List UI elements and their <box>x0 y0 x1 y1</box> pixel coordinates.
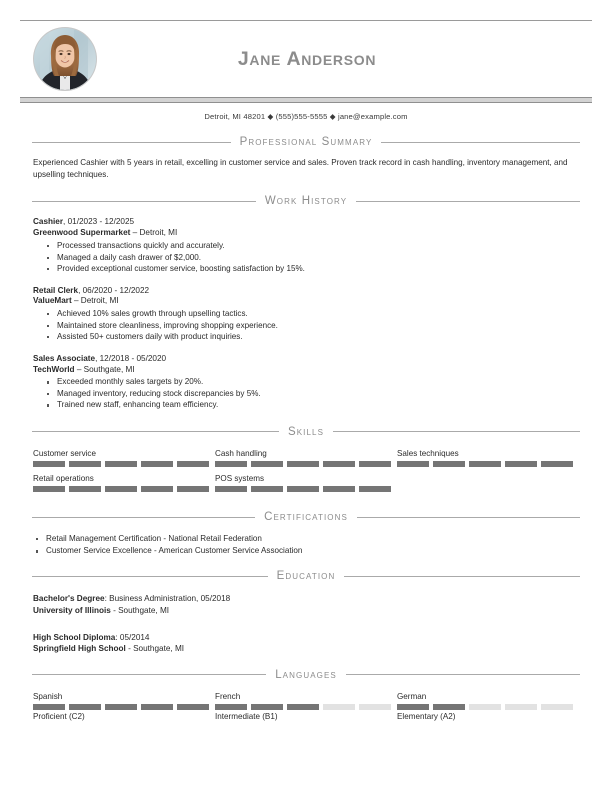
contact-line: Detroit, MI 48201 ◆ (555)555-5555 ◆ jane@example.com <box>204 112 408 121</box>
section-heading-summary <box>32 134 580 150</box>
job-company-line <box>33 228 579 239</box>
education-list <box>33 593 579 653</box>
job-location: – Detroit, MI <box>71 296 119 306</box>
language-item-proficiency: Intermediate (B1) <box>215 712 278 722</box>
level-segment <box>397 461 429 467</box>
education-entry <box>33 632 579 654</box>
heading-rule-left <box>32 674 266 675</box>
languages-grid <box>33 692 579 722</box>
job-location: – Detroit, MI <box>130 228 178 238</box>
education-location: - Southgate, MI <box>125 643 185 653</box>
job-dates: , 06/2020 - 12/2022 <box>78 285 150 295</box>
level-segment <box>323 486 355 492</box>
level-segment <box>433 461 465 467</box>
skill-item-level-bar <box>215 486 397 492</box>
language-item-level-bar <box>215 704 397 710</box>
section-title: Skills <box>287 425 325 438</box>
certification-item: Retail Management Certification - National Retail Federation <box>46 533 592 545</box>
level-segment <box>105 704 137 710</box>
level-segment <box>469 704 501 710</box>
job-bullet: Managed a daily cash drawer of $2,000. <box>57 252 579 263</box>
job-bullet-list <box>33 240 579 274</box>
section-title: Education <box>276 570 336 583</box>
education-school: University of Illinois <box>33 605 111 615</box>
language-item-level-bar <box>33 704 215 710</box>
certifications-list <box>20 533 592 557</box>
level-segment <box>505 461 537 467</box>
job-title: Cashier <box>33 217 64 227</box>
education-degree-line <box>33 632 579 643</box>
heading-rule-right <box>356 201 580 202</box>
education-degree: Bachelor's Degree <box>33 594 105 604</box>
heading-rule-left <box>32 142 231 143</box>
job-bullet: Provided exceptional customer service, boosting satisfaction by 15%. <box>57 263 579 274</box>
name-block <box>96 48 578 71</box>
education-entry <box>33 593 579 615</box>
section-title: Professional Summary <box>239 136 373 148</box>
job-title: Sales Associate <box>33 353 96 363</box>
job-company-line <box>33 365 579 376</box>
level-segment <box>69 461 101 467</box>
skill-item-level-bar <box>215 461 397 467</box>
headshot-photo <box>34 28 96 90</box>
job-bullet: Exceeded monthly sales targets by 20%. <box>57 376 579 387</box>
job-bullet-list <box>33 376 579 410</box>
job-bullet: Achieved 10% sales growth through upselling tactics. <box>57 308 579 319</box>
level-segment <box>323 704 355 710</box>
section-heading-skills <box>32 424 580 440</box>
skill-item-level-bar <box>397 461 579 467</box>
job-title: Retail Clerk <box>33 285 79 295</box>
work-history-list <box>20 217 592 410</box>
skill-item <box>397 449 579 467</box>
job-bullet: Managed inventory, reducing stock discrepancies by 5%. <box>57 388 579 399</box>
job-dates: , 12/2018 - 05/2020 <box>95 353 167 363</box>
skill-item-level-bar <box>33 486 215 492</box>
section-title: Languages <box>275 668 337 681</box>
section-title: Certifications <box>264 511 348 524</box>
education-field: : 05/2014 <box>115 632 150 642</box>
job-bullet: Maintained store cleanliness, improving shopping experience. <box>57 320 579 331</box>
section-heading-languages <box>32 667 580 683</box>
skill-item-label: Cash handling <box>215 448 267 458</box>
education-school-line <box>33 605 579 616</box>
job-company-line <box>33 296 579 307</box>
level-segment <box>141 704 173 710</box>
candidate-name: Jane Anderson <box>237 47 377 70</box>
level-segment <box>215 704 247 710</box>
job-bullet: Trained new staff, enhancing team efficiency. <box>57 399 579 410</box>
level-segment <box>359 704 391 710</box>
work-history-entry <box>33 286 579 343</box>
skill-item <box>33 474 215 492</box>
education-school-line <box>33 643 579 654</box>
level-segment <box>359 461 391 467</box>
certification-item: Customer Service Excellence - American Customer Service Association <box>46 545 592 557</box>
level-segment <box>141 461 173 467</box>
section-heading-work-history <box>32 193 580 209</box>
skill-item-label: Customer service <box>33 448 96 458</box>
resume-header <box>20 21 592 97</box>
language-item <box>33 692 215 722</box>
skill-item <box>215 449 397 467</box>
skill-item <box>33 449 215 467</box>
level-segment <box>215 461 247 467</box>
heading-rule-left <box>32 576 268 577</box>
level-segment <box>33 704 65 710</box>
section-title: Work History <box>264 195 348 208</box>
job-bullet-list <box>33 308 579 342</box>
heading-rule-right <box>346 674 580 675</box>
education-field: : Business Administration, 05/2018 <box>104 594 231 604</box>
level-segment <box>177 461 209 467</box>
level-segment <box>251 461 283 467</box>
heading-rule-right <box>357 517 580 518</box>
work-history-entry <box>33 354 579 411</box>
skill-item <box>215 474 397 492</box>
level-segment <box>141 486 173 492</box>
language-item-label: German <box>397 691 427 701</box>
language-item-level-bar <box>397 704 579 710</box>
education-degree-line <box>33 593 579 604</box>
skill-item-label: Retail operations <box>33 474 94 483</box>
section-heading-education <box>32 568 580 584</box>
level-segment <box>177 486 209 492</box>
heading-rule-left <box>32 201 256 202</box>
language-item-label: Spanish <box>33 691 63 701</box>
job-company: Greenwood Supermarket <box>33 228 131 238</box>
level-segment <box>541 704 573 710</box>
skill-item-level-bar <box>33 461 215 467</box>
job-dates: , 01/2023 - 12/2025 <box>63 217 135 227</box>
heading-rule-right <box>381 142 580 143</box>
level-segment <box>177 704 209 710</box>
level-segment <box>69 704 101 710</box>
level-segment <box>469 461 501 467</box>
level-segment <box>33 461 65 467</box>
resume-page <box>0 20 612 812</box>
job-title-line <box>33 286 579 297</box>
language-item-label: French <box>215 691 241 701</box>
level-segment <box>433 704 465 710</box>
level-segment <box>251 704 283 710</box>
section-heading-certifications <box>32 509 580 525</box>
job-company: ValueMart <box>33 296 72 306</box>
level-segment <box>215 486 247 492</box>
level-segment <box>323 461 355 467</box>
language-item <box>397 692 579 722</box>
level-segment <box>251 486 283 492</box>
heading-rule-right <box>333 431 580 432</box>
level-segment <box>287 704 319 710</box>
level-segment <box>287 461 319 467</box>
heading-rule-left <box>32 517 255 518</box>
level-segment <box>505 704 537 710</box>
language-item-proficiency: Elementary (A2) <box>397 712 456 722</box>
work-history-entry <box>33 217 579 274</box>
education-location: - Southgate, MI <box>110 605 170 615</box>
level-segment <box>359 486 391 492</box>
level-segment <box>33 486 65 492</box>
level-segment <box>105 461 137 467</box>
education-degree: High School Diploma <box>33 632 116 642</box>
job-company: TechWorld <box>33 364 75 374</box>
avatar <box>34 28 96 90</box>
job-title-line <box>33 217 579 228</box>
headshot-illustration <box>34 28 96 90</box>
skills-grid <box>33 449 579 492</box>
job-location: – Southgate, MI <box>74 364 135 374</box>
level-segment <box>105 486 137 492</box>
education-school: Springfield High School <box>33 643 126 653</box>
skill-item-label: Sales techniques <box>397 448 459 458</box>
job-bullet: Assisted 50+ customers daily with product inquiries. <box>57 331 579 342</box>
language-item <box>215 692 397 722</box>
level-segment <box>397 704 429 710</box>
heading-rule-right <box>344 576 580 577</box>
job-title-line <box>33 354 579 365</box>
summary-text: Experienced Cashier with 5 years in retail, excelling in customer service and sales. Proven track record in cash handling, inventory management, and upselling techniques. <box>33 158 568 179</box>
language-item-proficiency: Proficient (C2) <box>33 712 85 722</box>
job-bullet: Processed transactions quickly and accurately. <box>57 240 579 251</box>
heading-rule-left <box>32 431 279 432</box>
level-segment <box>541 461 573 467</box>
level-segment <box>69 486 101 492</box>
level-segment <box>287 486 319 492</box>
skill-item-label: POS systems <box>215 474 265 483</box>
